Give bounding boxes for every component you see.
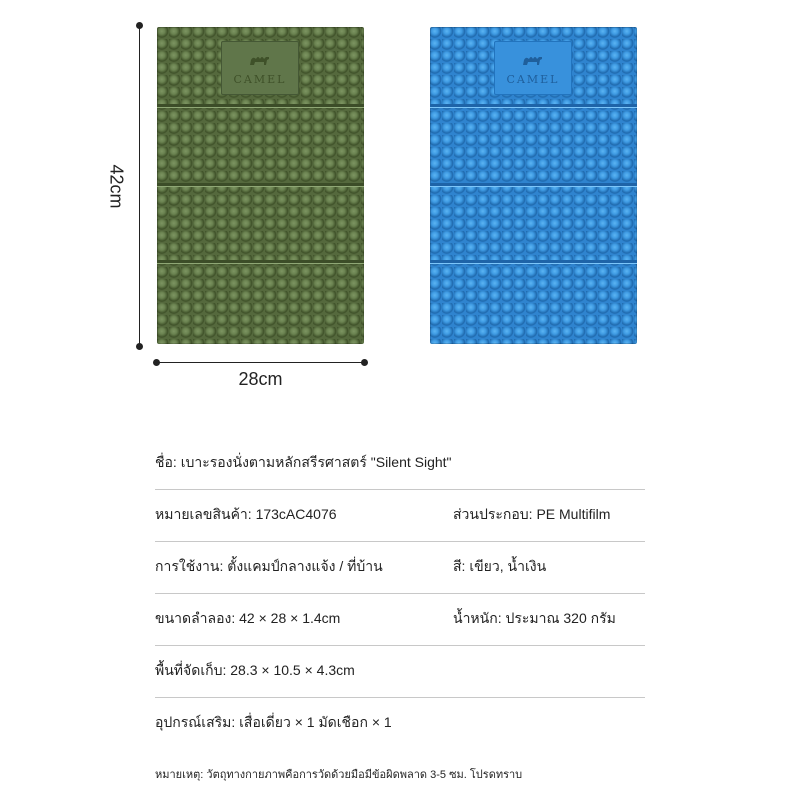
camel-icon bbox=[247, 51, 273, 71]
spec-row-usage bbox=[155, 541, 645, 594]
fold-line bbox=[157, 104, 364, 107]
width-dimension-label: 28cm bbox=[238, 369, 283, 389]
logo-text: CAMEL bbox=[233, 72, 287, 86]
height-dimension-label: 42cm bbox=[106, 164, 127, 209]
logo-text: CAMEL bbox=[506, 72, 560, 86]
camel-logo-badge bbox=[494, 41, 572, 95]
spec-model: หมายเลขสินค้า: 173cAC4076 bbox=[155, 506, 337, 522]
spec-material: ส่วนประกอบ: PE Multifilm bbox=[453, 506, 611, 522]
spec-accessories: อุปกรณ์เสริม: เสื่อเดี่ยว × 1 มัดเชือก × 1 bbox=[155, 714, 392, 730]
fold-line bbox=[430, 260, 637, 263]
camel-icon bbox=[520, 51, 546, 71]
green-mat-image bbox=[157, 27, 364, 344]
spec-size: ขนาดลำลอง: 42 × 28 × 1.4cm bbox=[155, 610, 341, 626]
spec-row-storage bbox=[155, 645, 645, 698]
spec-usage: การใช้งาน: ตั้งแคมป์กลางแจ้ง / ที่บ้าน bbox=[155, 558, 383, 574]
camel-logo-badge bbox=[221, 41, 299, 95]
spec-storage: พื้นที่จัดเก็บ: 28.3 × 10.5 × 4.3cm bbox=[155, 662, 355, 678]
measurement-note: หมายเหตุ: วัตถุทางกายภาพคือการวัดด้วยมือมีข้อผิดพลาด 3-5 ซม. โปรดทราบ bbox=[155, 769, 523, 781]
height-dimension-line bbox=[139, 25, 140, 347]
fold-line bbox=[157, 183, 364, 186]
fold-line bbox=[430, 104, 637, 107]
spec-weight: น้ำหนัก: ประมาณ 320 กรัม bbox=[453, 610, 616, 626]
spec-row-accessories bbox=[155, 697, 645, 749]
fold-line bbox=[430, 183, 637, 186]
width-dimension-line bbox=[156, 362, 365, 363]
spec-colors: สี: เขียว, น้ำเงิน bbox=[453, 558, 547, 574]
spec-row-model bbox=[155, 489, 645, 542]
spec-row-name bbox=[155, 437, 645, 490]
spec-name: ชื่อ: เบาะรองนั่งตามหลักสรีรศาสตร์ "Silent Sight" bbox=[155, 454, 452, 470]
blue-mat-image bbox=[430, 27, 637, 344]
spec-row-size bbox=[155, 593, 645, 646]
fold-line bbox=[157, 260, 364, 263]
